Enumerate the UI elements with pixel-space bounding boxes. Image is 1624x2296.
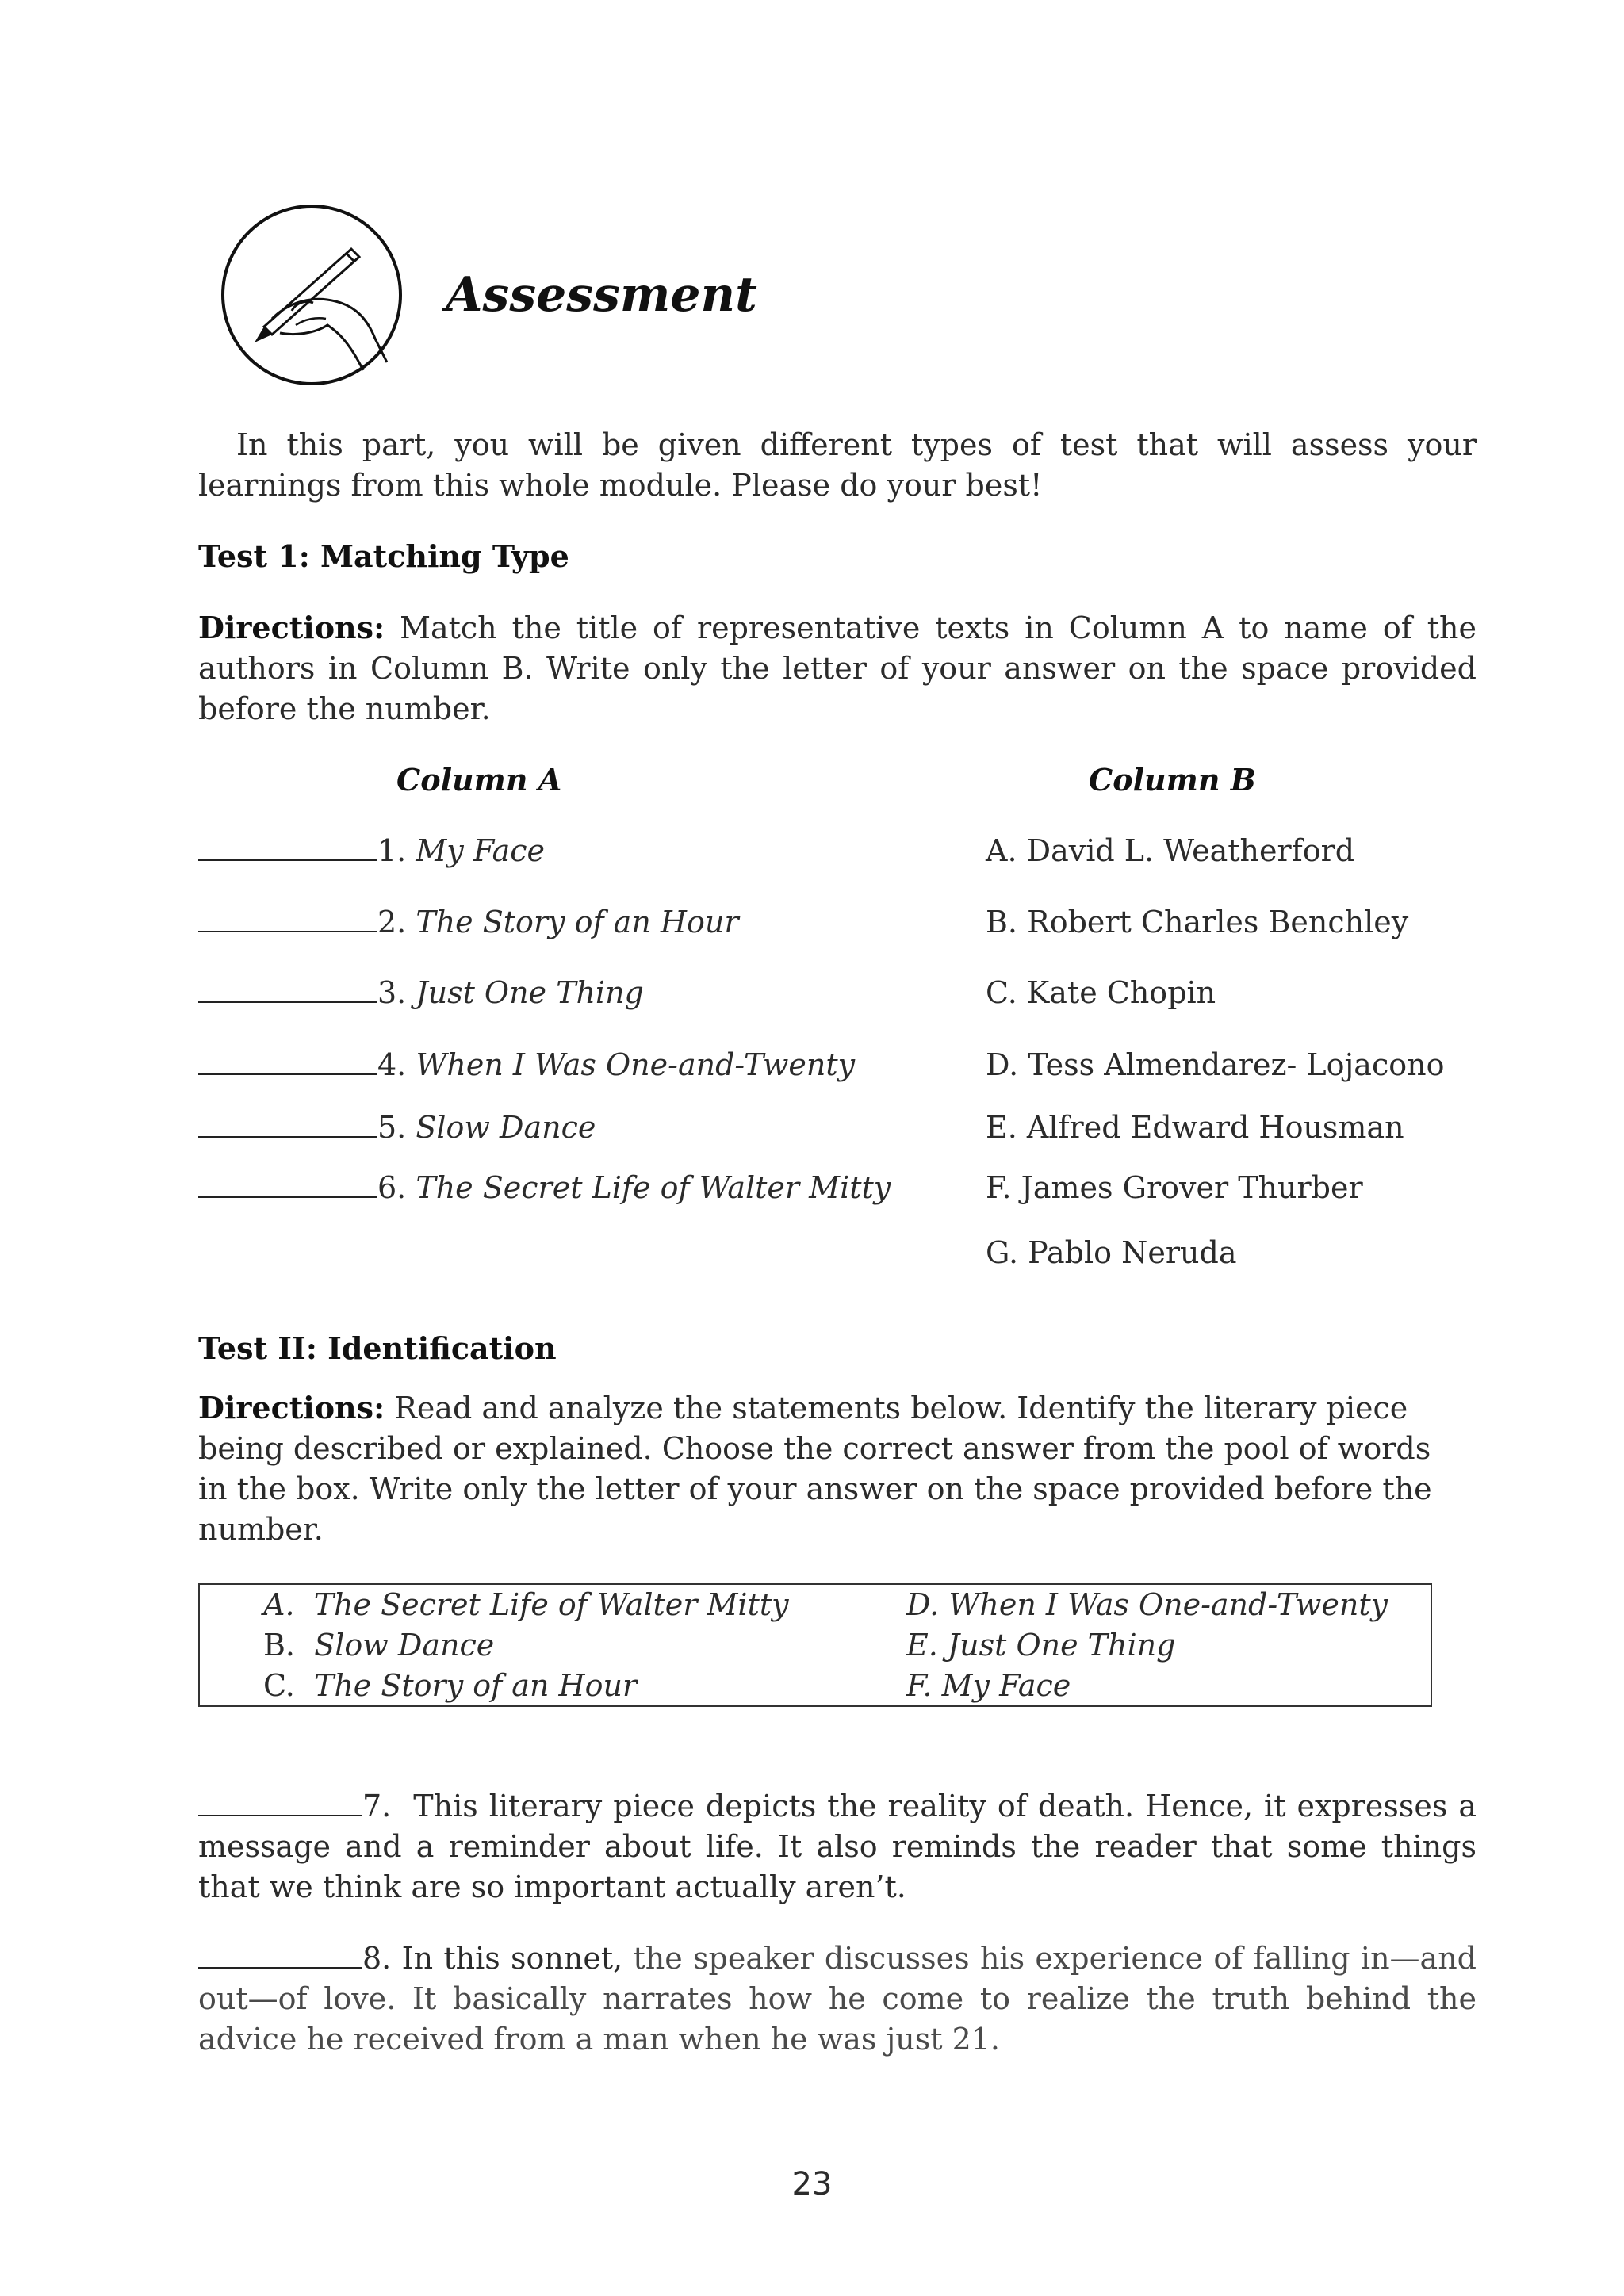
column-b-header: Column B xyxy=(1089,762,1256,798)
answer-blank[interactable] xyxy=(198,1168,377,1198)
item-title: When I Was One-and-Twenty xyxy=(416,1047,856,1082)
column-a-header: Column A xyxy=(396,762,562,798)
item-title: My Face xyxy=(416,833,546,868)
item-title: The Story of an Hour xyxy=(416,905,739,939)
directions-text: Match the title of representative texts in Column A to name of the authors in Column B. Write only the letter of your answer on the space provided before the number. xyxy=(198,610,1477,726)
identification-item: 8. In this sonnet, the speaker discusses his experience of falling in—and out—of love. It basically narrates how he come to realize the truth behind the advice he received from a man when he was just 21. xyxy=(198,1938,1477,2060)
directions-label: Directions: xyxy=(198,1390,385,1425)
directions-text: Read and analyze the statements below. Identify the literary piece being described or explained. Choose the correct answer from the pool of words in the box. Write only the letter of your answer on the space provided before the number. xyxy=(198,1391,1432,1547)
answer-blank[interactable] xyxy=(198,973,377,1003)
answer-blank[interactable] xyxy=(198,831,377,861)
item-text: This literary piece depicts the reality of death. Hence, it expresses a message and a reminder about life. It also reminds the reader that some things that we think are so important actually aren’t. xyxy=(198,1789,1477,1904)
item-title: The Secret Life of Walter Mitty xyxy=(416,1170,891,1205)
test2-heading: Test II: Identification xyxy=(198,1330,557,1366)
author-option: G. Pablo Neruda xyxy=(986,1235,1237,1270)
item-text: the speaker discusses his experience of falling in—and out—of love. It basically narrates how he come to realize the truth behind the advice he received from a man when he was just 21. xyxy=(198,1941,1477,2057)
matching-item: 1. My Face xyxy=(198,831,545,871)
word-pool-box xyxy=(198,1583,1432,1707)
item-title: Slow Dance xyxy=(416,1110,596,1145)
identification-item: 7. This literary piece depicts the reality of death. Hence, it expresses a message and a reminder about life. It also reminds the reader that some things that we think are so important actually aren’t. xyxy=(198,1786,1477,1908)
pool-option: C. The Story of an Hour xyxy=(263,1668,638,1703)
author-option: F. James Grover Thurber xyxy=(986,1170,1363,1205)
test2-directions xyxy=(198,1387,1467,1550)
author-option: E. Alfred Edward Housman xyxy=(986,1110,1404,1145)
answer-blank[interactable] xyxy=(198,1938,362,1969)
intro-paragraph: In this part, you will be given different types of test that will assess your learnings from this whole module. Please do your best! xyxy=(198,427,1477,503)
answer-blank[interactable] xyxy=(198,1045,377,1075)
test1-heading: Test 1: Matching Type xyxy=(198,538,569,574)
author-option: D. Tess Almendarez- Lojacono xyxy=(986,1047,1445,1082)
pool-option: D. When I Was One-and-Twenty xyxy=(906,1587,1388,1622)
matching-item: 3. Just One Thing xyxy=(198,973,644,1013)
matching-item: 6. The Secret Life of Walter Mitty xyxy=(198,1168,891,1208)
answer-blank[interactable] xyxy=(198,1108,377,1138)
matching-item: 5. Slow Dance xyxy=(198,1108,596,1148)
hand-writing-pencil-icon xyxy=(216,200,407,390)
author-option: A. David L. Weatherford xyxy=(986,833,1355,868)
page-number: 23 xyxy=(791,2166,833,2202)
pool-option: F. My Face xyxy=(906,1668,1071,1703)
pool-option: E. Just One Thing xyxy=(906,1628,1176,1663)
matching-item: 4. When I Was One-and-Twenty xyxy=(198,1045,855,1085)
answer-blank[interactable] xyxy=(198,902,377,932)
answer-blank[interactable] xyxy=(198,1786,362,1816)
item-title: Just One Thing xyxy=(416,975,644,1010)
pool-option: A. The Secret Life of Walter Mitty xyxy=(263,1587,789,1622)
page-title: Assessment xyxy=(446,267,757,323)
author-option: C. Kate Chopin xyxy=(986,975,1216,1010)
author-option: B. Robert Charles Benchley xyxy=(986,905,1409,939)
matching-item: 2. The Story of an Hour xyxy=(198,902,739,943)
directions-label: Directions: xyxy=(198,610,385,645)
pool-option: B. Slow Dance xyxy=(263,1628,495,1663)
test1-directions xyxy=(198,607,1477,729)
